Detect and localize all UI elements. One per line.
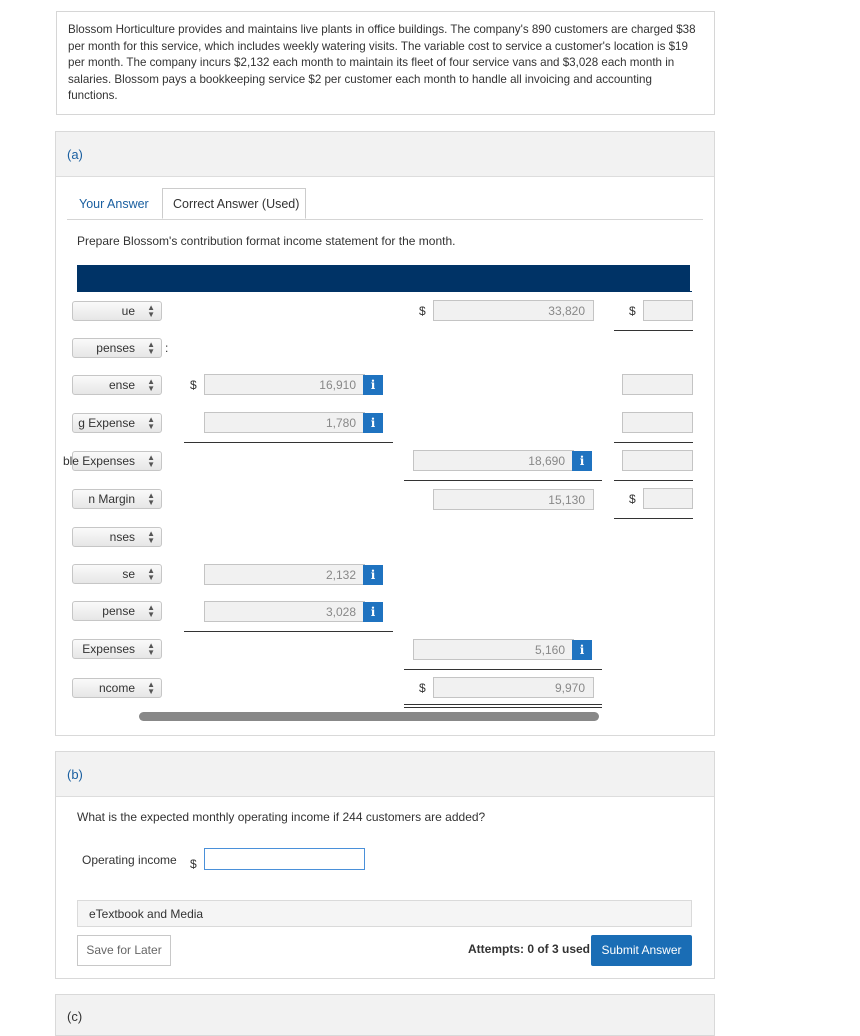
underline xyxy=(184,442,393,443)
part-b-header xyxy=(56,752,714,797)
underline xyxy=(184,631,393,632)
underline xyxy=(404,707,602,708)
row-select-label: Expenses xyxy=(82,642,135,656)
underline xyxy=(404,704,602,705)
row-select-label: penses xyxy=(96,341,135,355)
chevron-updown-icon: ▲ ▼ xyxy=(147,377,155,393)
problem-statement: Blossom Horticulture provides and maintains live plants in office buildings. The company's 890 customers are charged $38 per month for this service, which includes weekly watering visits. The variable cost to service a customer's location is $19 per month. The company incurs $2,132 each month to maintain its fleet of four service vans and $3,028 each month in salaries. Blossom pays a bookkeeping service $2 per customer each month to handle all invoicing and accounting functions. xyxy=(56,11,715,115)
currency-symbol: $ xyxy=(629,304,636,318)
info-icon[interactable]: i xyxy=(572,451,592,471)
chevron-updown-icon: ▲ ▼ xyxy=(147,529,155,545)
chevron-updown-icon: ▲ ▼ xyxy=(147,303,155,319)
underline xyxy=(614,442,693,443)
attempts-counter: Attempts: 0 of 3 used xyxy=(468,942,591,956)
underline xyxy=(614,480,693,481)
chevron-updown-icon: ▲ ▼ xyxy=(147,566,155,582)
chevron-updown-icon: ▲ ▼ xyxy=(147,641,155,657)
underline xyxy=(404,669,602,670)
revenue-field[interactable]: 33,820 xyxy=(433,300,594,321)
currency-symbol: $ xyxy=(629,492,636,506)
row-select-label: nses xyxy=(109,530,135,544)
row-select-label: pense xyxy=(102,604,135,618)
row-select-label: ncome xyxy=(98,681,135,695)
row-select-label: ble Expenses xyxy=(62,454,135,468)
contribution-margin-field[interactable]: 15,130 xyxy=(433,489,594,510)
submit-answer-button[interactable]: Submit Answer xyxy=(591,935,692,966)
part-a-label: (a) xyxy=(67,147,83,162)
underline xyxy=(404,480,602,481)
fixed-expense-1-field[interactable]: 2,132 xyxy=(204,564,365,585)
total-variable-expenses-field[interactable]: 18,690 xyxy=(413,450,574,471)
info-icon[interactable]: i xyxy=(363,602,383,622)
part-a-header xyxy=(56,132,714,177)
row-colon: : xyxy=(165,341,169,355)
chevron-updown-icon: ▲ ▼ xyxy=(147,680,155,696)
row-select-fixed-expense-1[interactable] xyxy=(72,564,162,584)
tab-divider xyxy=(67,219,703,220)
variable-expense-1-field[interactable]: 16,910 xyxy=(204,374,365,395)
row-select-fixed-expense-2[interactable] xyxy=(72,601,162,621)
currency-symbol: $ xyxy=(419,304,426,318)
part-b-label: (b) xyxy=(67,767,83,782)
underline xyxy=(614,518,693,519)
chevron-updown-icon: ▲ ▼ xyxy=(147,603,155,619)
row-select-fixed-expenses[interactable] xyxy=(72,527,162,547)
currency-symbol: $ xyxy=(419,681,426,695)
row-select-label: ue xyxy=(121,304,135,318)
variable-expense-2-field[interactable]: 1,780 xyxy=(204,412,365,433)
net-income-field[interactable]: 9,970 xyxy=(433,677,594,698)
currency-symbol: $ xyxy=(190,857,197,871)
part-b-question: What is the expected monthly operating income if 244 customers are added? xyxy=(77,810,486,824)
chevron-updown-icon: ▲ ▼ xyxy=(147,453,155,469)
info-icon[interactable]: i xyxy=(572,640,592,660)
row-select-total-variable[interactable] xyxy=(62,451,162,471)
row-select-label: g Expense xyxy=(78,416,135,430)
operating-income-input[interactable] xyxy=(204,848,365,870)
info-icon[interactable]: i xyxy=(363,375,383,395)
revenue-extra-field[interactable] xyxy=(643,300,693,321)
info-icon[interactable]: i xyxy=(363,413,383,433)
row-select-variable-expense-2[interactable] xyxy=(72,413,162,433)
fixed-expense-2-field[interactable]: 3,028 xyxy=(204,601,365,622)
tab-correct-answer[interactable]: Correct Answer (Used) xyxy=(162,188,306,219)
total-variable-extra-field[interactable] xyxy=(622,450,693,471)
variable-expense-2-extra-field[interactable] xyxy=(622,412,693,433)
part-a-instruction: Prepare Blossom's contribution format income statement for the month. xyxy=(77,234,456,248)
save-for-later-button[interactable]: Save for Later xyxy=(77,935,171,966)
row-select-revenue[interactable] xyxy=(72,301,162,321)
etextbook-media-bar[interactable]: eTextbook and Media xyxy=(77,900,692,927)
info-icon[interactable]: i xyxy=(363,565,383,585)
variable-expense-1-extra-field[interactable] xyxy=(622,374,693,395)
tab-your-answer[interactable]: Your Answer xyxy=(79,197,149,211)
row-select-label: se xyxy=(122,567,135,581)
operating-income-label: Operating income xyxy=(82,853,177,867)
currency-symbol: $ xyxy=(190,378,197,392)
chevron-updown-icon: ▲ ▼ xyxy=(147,491,155,507)
horizontal-scrollbar[interactable] xyxy=(139,712,599,721)
row-select-label: ense xyxy=(108,378,135,392)
part-c-label: (c) xyxy=(67,1009,83,1024)
row-select-label: n Margin xyxy=(88,492,135,506)
row-select-total-fixed[interactable] xyxy=(72,639,162,659)
part-c-panel xyxy=(55,994,715,1036)
underline xyxy=(614,330,693,331)
row-select-variable-expenses[interactable] xyxy=(72,338,162,358)
row-select-contribution-margin[interactable] xyxy=(72,489,162,509)
chevron-updown-icon: ▲ ▼ xyxy=(147,340,155,356)
header-bar-edge xyxy=(690,265,693,291)
chevron-updown-icon: ▲ ▼ xyxy=(147,415,155,431)
contribution-margin-extra-field[interactable] xyxy=(643,488,693,509)
row-select-net-income[interactable] xyxy=(72,678,162,698)
total-fixed-expenses-field[interactable]: 5,160 xyxy=(413,639,574,660)
statement-header-bar xyxy=(77,265,692,292)
row-select-variable-expense-1[interactable] xyxy=(72,375,162,395)
